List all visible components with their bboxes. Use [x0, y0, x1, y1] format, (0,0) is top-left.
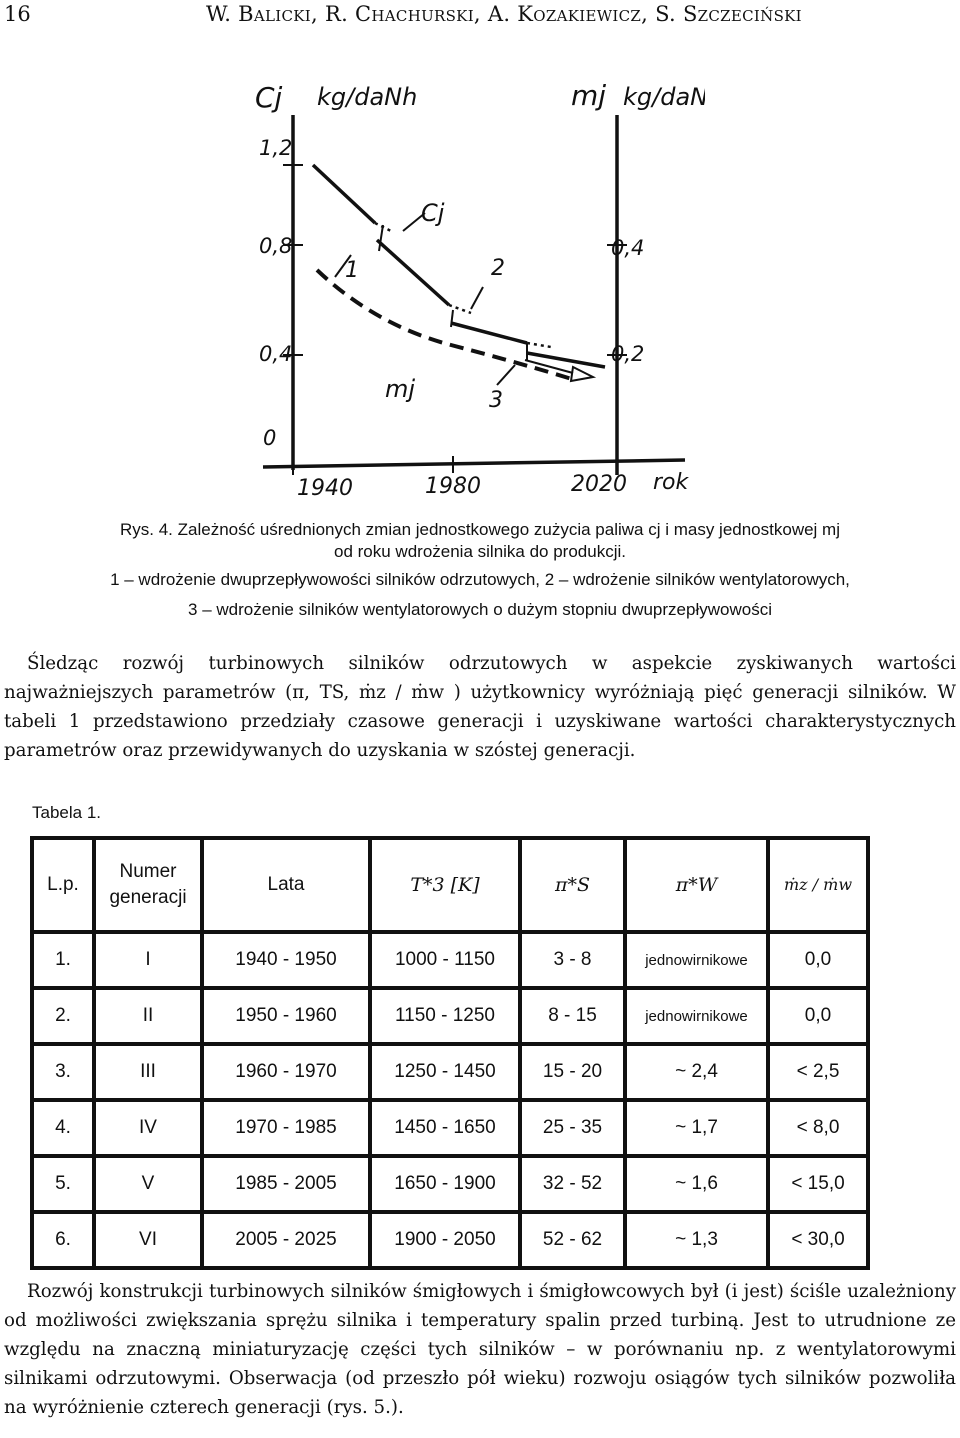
body-paragraph-2	[4, 1277, 956, 1422]
caption-line: 3 – wdrożenie silników wentylatorowych o dużym stopniu dwuprzepływowości	[188, 600, 772, 619]
caption-line: od roku wdrożenia silnika do produkcji.	[334, 542, 626, 561]
generations-table	[30, 836, 866, 1250]
right-tick-label: 0,2	[611, 342, 645, 366]
cell: < 30,0	[768, 1212, 868, 1268]
caption-line: 1 – wdrożenie dwuprzepływowości silników odrzutowych, 2 – wdrożenie silników wentylatorowych,	[110, 570, 850, 589]
event-label-3: 3	[489, 388, 503, 413]
caption-line: Rys. 4. Zależność uśrednionych zmian jednostkowego zużycia paliwa cj i masy jednostkowej mj	[120, 520, 840, 539]
cell: IV	[94, 1100, 202, 1156]
header-lata: Lata	[202, 838, 370, 932]
cell: V	[94, 1156, 202, 1212]
figure-caption-legend	[0, 566, 960, 624]
table-header-row	[32, 838, 868, 932]
cell: 1960 - 1970	[202, 1044, 370, 1100]
cell: 1940 - 1950	[202, 932, 370, 988]
cell: 32 - 52	[520, 1156, 625, 1212]
page-header	[0, 0, 960, 30]
cell: 1985 - 2005	[202, 1156, 370, 1212]
cell: 1650 - 1900	[370, 1156, 520, 1212]
cell: 2.	[32, 988, 94, 1044]
cell: 15 - 20	[520, 1044, 625, 1100]
cell: 25 - 35	[520, 1100, 625, 1156]
cell: 0,0	[768, 932, 868, 988]
table-row	[32, 932, 868, 988]
cell: 1250 - 1450	[370, 1044, 520, 1100]
left-tick-label: 0	[263, 426, 277, 450]
header-mass-ratio: ṁz / ṁw	[768, 838, 868, 932]
authors-line: W. Balicki, R. Chachurski, A. Kozakiewicz, S. Szczeciński	[206, 2, 802, 26]
cell: 52 - 62	[520, 1212, 625, 1268]
cell: 8 - 15	[520, 988, 625, 1044]
cell: < 8,0	[768, 1100, 868, 1156]
left-tick-label: 0,4	[259, 342, 293, 366]
header-lp: L.p.	[32, 838, 94, 932]
cell: III	[94, 1044, 202, 1100]
cj-curve-segment-2	[377, 240, 449, 305]
label-3-pointer	[497, 365, 515, 385]
cell: 3 - 8	[520, 932, 625, 988]
left-axis-unit: kg/daNh	[317, 83, 418, 111]
left-tick-label: 0,8	[259, 234, 293, 258]
table-row	[32, 988, 868, 1044]
mj-curve-label: mj	[385, 375, 416, 403]
header-pi-w: π*W	[625, 838, 768, 932]
x-axis	[263, 460, 685, 467]
cell: jednowirnikowe	[625, 988, 768, 1044]
cell: 1970 - 1985	[202, 1100, 370, 1156]
right-axis-symbol: mj	[571, 79, 607, 112]
table-label: Tabela 1.	[32, 803, 101, 822]
cell: 1450 - 1650	[370, 1100, 520, 1156]
cell: II	[94, 988, 202, 1044]
cj-curve-segment-3	[451, 323, 527, 343]
header-numer-generacji: Numer generacji	[94, 838, 202, 932]
right-axis-unit: kg/daN	[623, 83, 705, 111]
cell: < 2,5	[768, 1044, 868, 1100]
cj-curve-dotted-3	[527, 343, 551, 347]
cell: 1900 - 2050	[370, 1212, 520, 1268]
table	[30, 836, 870, 1270]
event-label-1: 1	[345, 258, 359, 283]
right-tick-label: 0,4	[611, 236, 645, 260]
table-row	[32, 1212, 868, 1268]
cj-curve-label: Cj	[421, 199, 445, 227]
cell: 0,0	[768, 988, 868, 1044]
cell: 4.	[32, 1100, 94, 1156]
cell: 6.	[32, 1212, 94, 1268]
figure-fuel-consumption-chart	[225, 55, 705, 515]
event-label-2: 2	[491, 256, 505, 281]
header-pi-s: π*S	[520, 838, 625, 932]
x-axis-unit: rok	[653, 470, 689, 495]
cell: 5.	[32, 1156, 94, 1212]
cell: ~ 1,6	[625, 1156, 768, 1212]
cell: I	[94, 932, 202, 988]
cell: 1000 - 1150	[370, 932, 520, 988]
arrow-head	[571, 367, 593, 381]
header-t3: T*3 [K]	[370, 838, 520, 932]
cell: ~ 1,7	[625, 1100, 768, 1156]
paragraph-text: Rozwój konstrukcji turbinowych silników śmigłowych i śmigłowcowych był (i jest) ściśle uzależniony od możliwości zwiększania sprężu silnika i temperatury spalin przed turbiną. Jest to utrudnione ze względu na znaczną miniaturyzację części tych silników – w porównaniu np. z wentylatorowymi silnikami odrzutowymi. Obserwacja (od przeszło pół wieku) rozwoju osiągów tych silników pozwoliła na wyróżnienie czterech generacji (rys. 5.).	[4, 1281, 956, 1418]
paragraph-text: Śledząc rozwój turbinowych silników odrzutowych w aspekcie zyskiwanych wartości najważniejszych parametrów (π, TS, ṁz / ṁw ) użytkownicy wyróżniają pięć generacji silników. W tabeli 1 przedstawiono przedziały czasowe generacji i uzyskiwane wartości charakterystycznych parametrów oraz przewidywanych do uzyskania w szóstej generacji.	[4, 653, 956, 761]
arrow-shaft	[525, 360, 573, 373]
cell: < 15,0	[768, 1156, 868, 1212]
table-row	[32, 1156, 868, 1212]
cj-curve-segment-1	[313, 165, 375, 223]
chart-svg	[225, 55, 705, 515]
cell: VI	[94, 1212, 202, 1268]
x-tick-label: 2020	[571, 472, 627, 497]
cell: ~ 1,3	[625, 1212, 768, 1268]
cell: 1950 - 1960	[202, 988, 370, 1044]
page-number: 16	[4, 2, 31, 26]
cell: 1150 - 1250	[370, 988, 520, 1044]
x-tick-label: 1940	[297, 476, 353, 501]
table-row	[32, 1100, 868, 1156]
x-tick-label: 1980	[425, 474, 481, 499]
cell: jednowirnikowe	[625, 932, 768, 988]
figure-caption-title	[0, 516, 960, 566]
label-2-pointer	[471, 287, 483, 309]
cell: 2005 - 2025	[202, 1212, 370, 1268]
left-axis-symbol: Cj	[255, 81, 283, 114]
cell: ~ 2,4	[625, 1044, 768, 1100]
table-row	[32, 1044, 868, 1100]
left-tick-label: 1,2	[259, 136, 293, 160]
cell: 1.	[32, 932, 94, 988]
body-paragraph-1	[4, 649, 956, 765]
cj-curve-segment-4	[527, 353, 605, 367]
cell: 3.	[32, 1044, 94, 1100]
